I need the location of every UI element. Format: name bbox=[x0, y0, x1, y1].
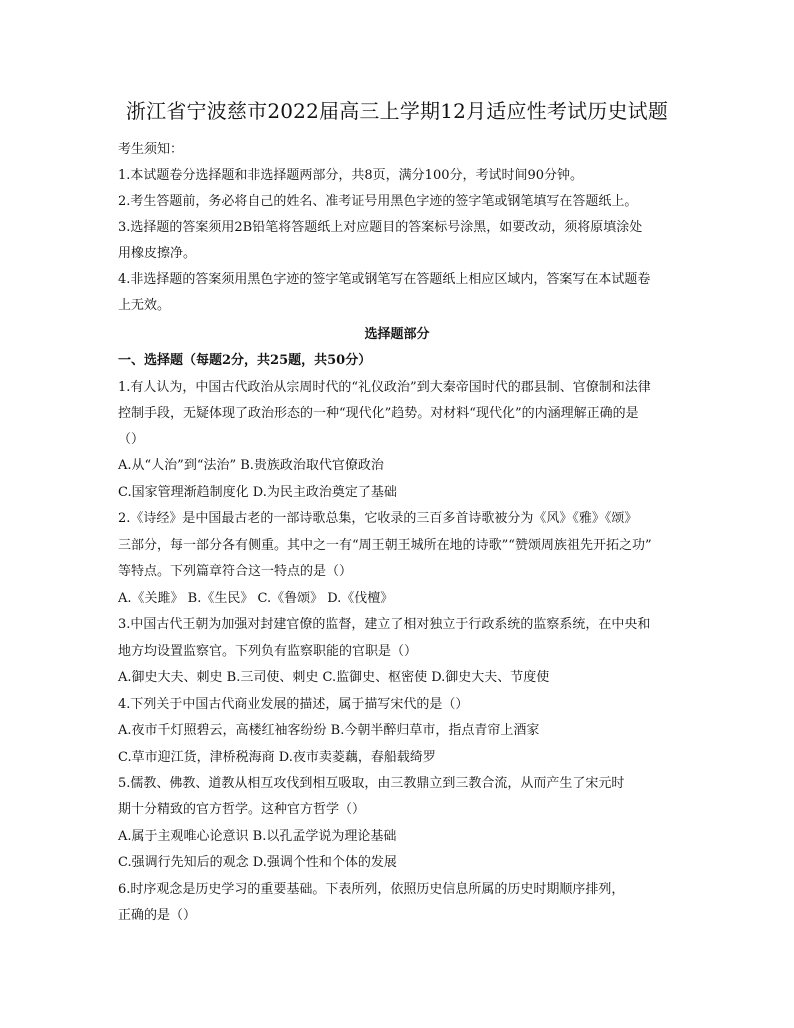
question-line: 控制手段，无疑体现了政治形态的一种“现代化”趋势。对材料“现代化”的内涵理解正确的是 bbox=[118, 406, 639, 421]
part-heading: 选择题部分 bbox=[364, 327, 430, 342]
question-line: 地方均设置监察官。下列负有监察职能的官职是（） bbox=[118, 644, 418, 659]
notice-line: 2.考生答题前，务必将自己的姓名、准考证号用黑色字迹的签字笔或钢笔填写在答题纸上。 bbox=[118, 194, 638, 209]
notice-line: 1.本试题卷分选择题和非选择题两部分，共8页，满分100分，考试时间90分钟。 bbox=[118, 168, 584, 183]
question-line: 4.下列关于中国古代商业发展的描述，属于描写宋代的是（） bbox=[118, 697, 469, 712]
question-line: 3.中国古代王朝为加强对封建官僚的监督，建立了相对独立于行政系统的监察系统，在中央和 bbox=[118, 617, 651, 632]
question-line: 6.时序观念是历史学习的重要基础。下表所列，依照历史信息所属的历史时期顺序排列， bbox=[118, 882, 625, 897]
option-line: C.草市迎江货，津桥税海商 D.夜市卖菱藕，春船载绮罗 bbox=[118, 750, 436, 765]
notice-heading: 考生须知： bbox=[118, 142, 184, 157]
question-line: 三部分，每一部分各有侧重。其中之一有“周王朝王城所在地的诗歌”“赞颂周族祖先开拓之功” bbox=[118, 538, 652, 553]
question-line: （） bbox=[118, 432, 145, 447]
question-line: 1.有人认为，中国古代政治从宗周时代的“礼仪政治”到大秦帝国时代的郡县制、官僚制和法律 bbox=[118, 380, 651, 395]
option-line: A.御史大夫、刺史 B.三司使、刺史 C.监御史、枢密使 D.御史大夫、节度使 bbox=[118, 670, 550, 685]
option-line: A.从“人治”到“法治” B.贵族政治取代官僚政治 bbox=[118, 458, 384, 473]
question-line: 等特点。下列篇章符合这一特点的是（） bbox=[118, 564, 353, 579]
option-line: C.强调行先知后的观念 D.强调个性和个体的发展 bbox=[118, 855, 397, 870]
document-title: 浙江省宁波慈市2022届高三上学期12月适应性考试历史试题 bbox=[125, 99, 669, 123]
notice-line: 4.非选择题的答案须用黑色字迹的签字笔或钢笔写在答题纸上相应区域内，答案写在本试题卷 bbox=[118, 272, 651, 287]
question-line: 5.儒教、佛教、道教从相互攻伐到相互吸取，由三教鼎立到三教合流，从而产生了宋元时 bbox=[118, 776, 625, 791]
option-line: A.《关雎》 B.《生民》 C.《鲁颂》 D.《伐檀》 bbox=[118, 591, 394, 606]
option-line: A.属于主观唯心论意识 B.以孔孟学说为理论基础 bbox=[118, 829, 397, 844]
question-line: 期十分精致的官方哲学。这种官方哲学（） bbox=[118, 802, 366, 817]
option-line: A.夜市千灯照碧云，高楼红袖客纷纷 B.今朝半醉归草市，指点青帘上酒家 bbox=[118, 723, 540, 738]
question-line: 正确的是（） bbox=[118, 908, 197, 923]
option-line: C.国家管理渐趋制度化 D.为民主政治奠定了基础 bbox=[118, 485, 397, 500]
notice-line: 用橡皮擦净。 bbox=[118, 246, 197, 261]
notice-line: 3.选择题的答案须用2B铅笔将答题纸上对应题目的答案标号涂黑，如要改动，须将原填涂处 bbox=[118, 220, 643, 235]
section-heading: 一、选择题（每题2分，共25题，共50分） bbox=[118, 353, 372, 368]
question-line: 2.《诗经》是中国最古老的一部诗歌总集，它收录的三百多首诗歌被分为《风》《雅》《颂》 bbox=[118, 511, 638, 526]
notice-line: 上无效。 bbox=[118, 298, 171, 313]
